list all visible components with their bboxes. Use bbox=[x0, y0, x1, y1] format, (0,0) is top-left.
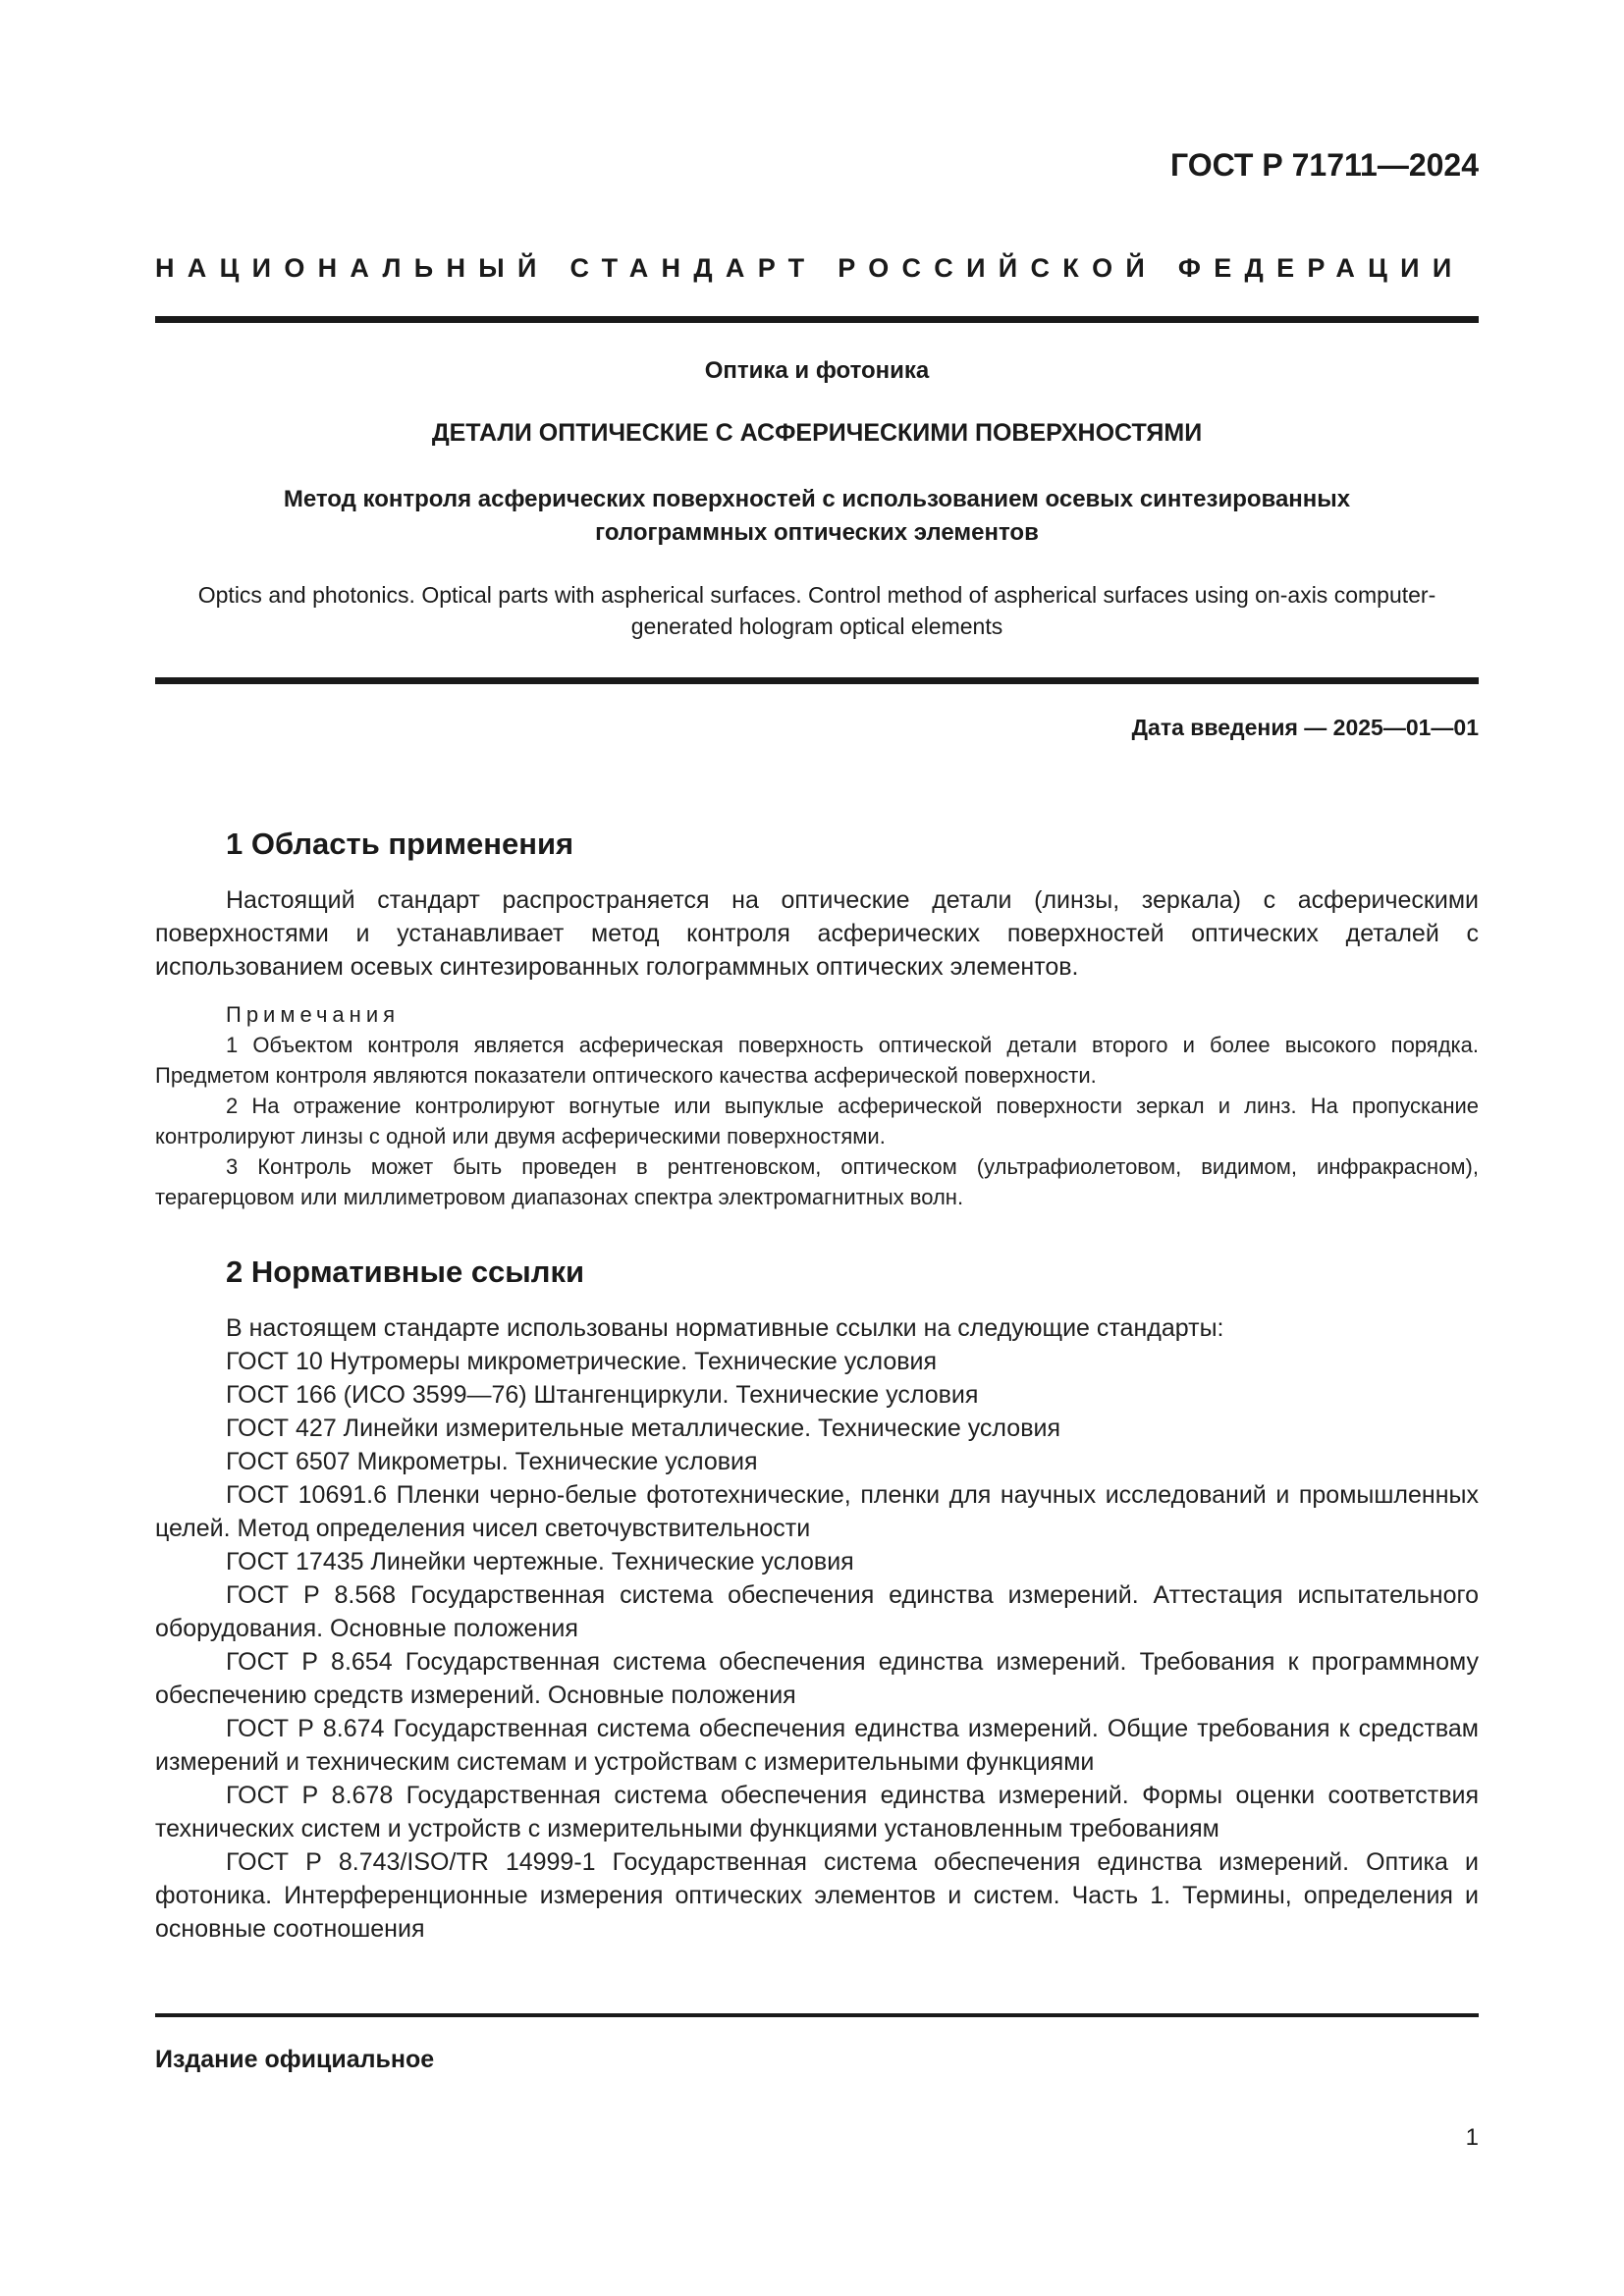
national-standard-heading: НАЦИОНАЛЬНЫЙ СТАНДАРТ РОССИЙСКОЙ ФЕДЕРАЦИИ bbox=[155, 253, 1465, 283]
notes-heading: Примечания bbox=[226, 1002, 401, 1027]
reference-item: ГОСТ Р 8.654 Государственная система обеспечения единства измерений. Требования к программному обеспечению средств измерений. Основные положения bbox=[155, 1648, 1479, 1709]
subject-area: Оптика и фотоника bbox=[704, 357, 930, 384]
reference-item: ГОСТ 427 Линейки измерительные металлические. Технические условия bbox=[226, 1415, 1060, 1442]
document-subtitle: Метод контроля асферических поверхностей с использованием осевых синтезированных голограммных оптических элементов bbox=[283, 486, 1351, 546]
title-divider bbox=[155, 677, 1479, 684]
reference-item: ГОСТ 6507 Микрометры. Технические условия bbox=[226, 1448, 758, 1475]
reference-item: ГОСТ Р 8.568 Государственная система обеспечения единства измерений. Аттестация испытательного оборудования. Основные положения bbox=[155, 1581, 1479, 1642]
official-edition-label: Издание официальное bbox=[155, 2046, 435, 2073]
note-item: 1 Объектом контроля является асферическая поверхность оптической детали второго и более высокого порядка. Предметом контроля являются показатели оптического качества асферической поверхности. bbox=[155, 1033, 1479, 1088]
note-item: 2 На отражение контролируют вогнутые или выпуклые асферической поверхности зеркал и линз. На пропускание контролируют линзы с одной или двумя асферическими поверхностями. bbox=[155, 1094, 1479, 1148]
normative-references-list bbox=[155, 1311, 1479, 1946]
section-1-text: Настоящий стандарт распространяется на оптические детали (линзы, зеркала) с асферическими поверхностями и устанавливает метод контроля асферических поверхностей оптических деталей с использованием осевых синтезированных голограммных оптических элементов. bbox=[155, 886, 1479, 981]
footer-divider bbox=[155, 2013, 1479, 2017]
reference-item: ГОСТ Р 8.678 Государственная система обеспечения единства измерений. Формы оценки соответствия технических систем и устройств с измерительными функциями установленным требованиям bbox=[155, 1782, 1479, 1842]
page-number: 1 bbox=[1465, 2124, 1479, 2151]
standard-number: ГОСТ Р 71711—2024 bbox=[1170, 147, 1479, 183]
reference-item: ГОСТ 166 (ИСО 3599—76) Штангенциркули. Технические условия bbox=[226, 1381, 979, 1409]
section-2-title: 2 Нормативные ссылки bbox=[226, 1255, 585, 1289]
note-item: 3 Контроль может быть проведен в рентгеновском, оптическом (ультрафиолетовом, видимом, инфракрасном), терагерцовом или миллиметровом диапазонах спектра электромагнитных волн. bbox=[155, 1154, 1479, 1209]
section-1-title: 1 Область применения bbox=[226, 827, 574, 861]
reference-item: ГОСТ 10691.6 Пленки черно-белые фототехнические, пленки для научных исследований и промышленных целей. Метод определения чисел светочувствительности bbox=[155, 1481, 1479, 1542]
reference-item: ГОСТ Р 8.674 Государственная система обеспечения единства измерений. Общие требования к средствам измерений и техническим системам и устройствам с измерительными функциями bbox=[155, 1715, 1479, 1776]
reference-item: ГОСТ 10 Нутромеры микрометрические. Технические условия bbox=[226, 1348, 938, 1375]
introduction-date: Дата введения — 2025—01—01 bbox=[1131, 715, 1479, 740]
top-divider bbox=[155, 316, 1479, 323]
reference-item: ГОСТ Р 8.743/ISO/TR 14999-1 Государственная система обеспечения единства измерений. Оптика и фотоника. Интерференционные измерения оптических элементов и систем. Часть 1. Термины, определения и основные соотношения bbox=[155, 1848, 1479, 1943]
document-title: ДЕТАЛИ ОПТИЧЕСКИЕ С АСФЕРИЧЕСКИМИ ПОВЕРХНОСТЯМИ bbox=[431, 419, 1203, 447]
reference-item: ГОСТ 17435 Линейки чертежные. Технические условия bbox=[226, 1548, 854, 1575]
notes-block bbox=[155, 999, 1479, 1212]
reference-intro: В настоящем стандарте использованы нормативные ссылки на следующие стандарты: bbox=[226, 1314, 1224, 1342]
english-title: Optics and photonics. Optical parts with aspherical surfaces. Control method of aspherical surfaces using on-axis computer-generated hologram optical elements bbox=[197, 582, 1436, 639]
document-page bbox=[155, 0, 1479, 2296]
